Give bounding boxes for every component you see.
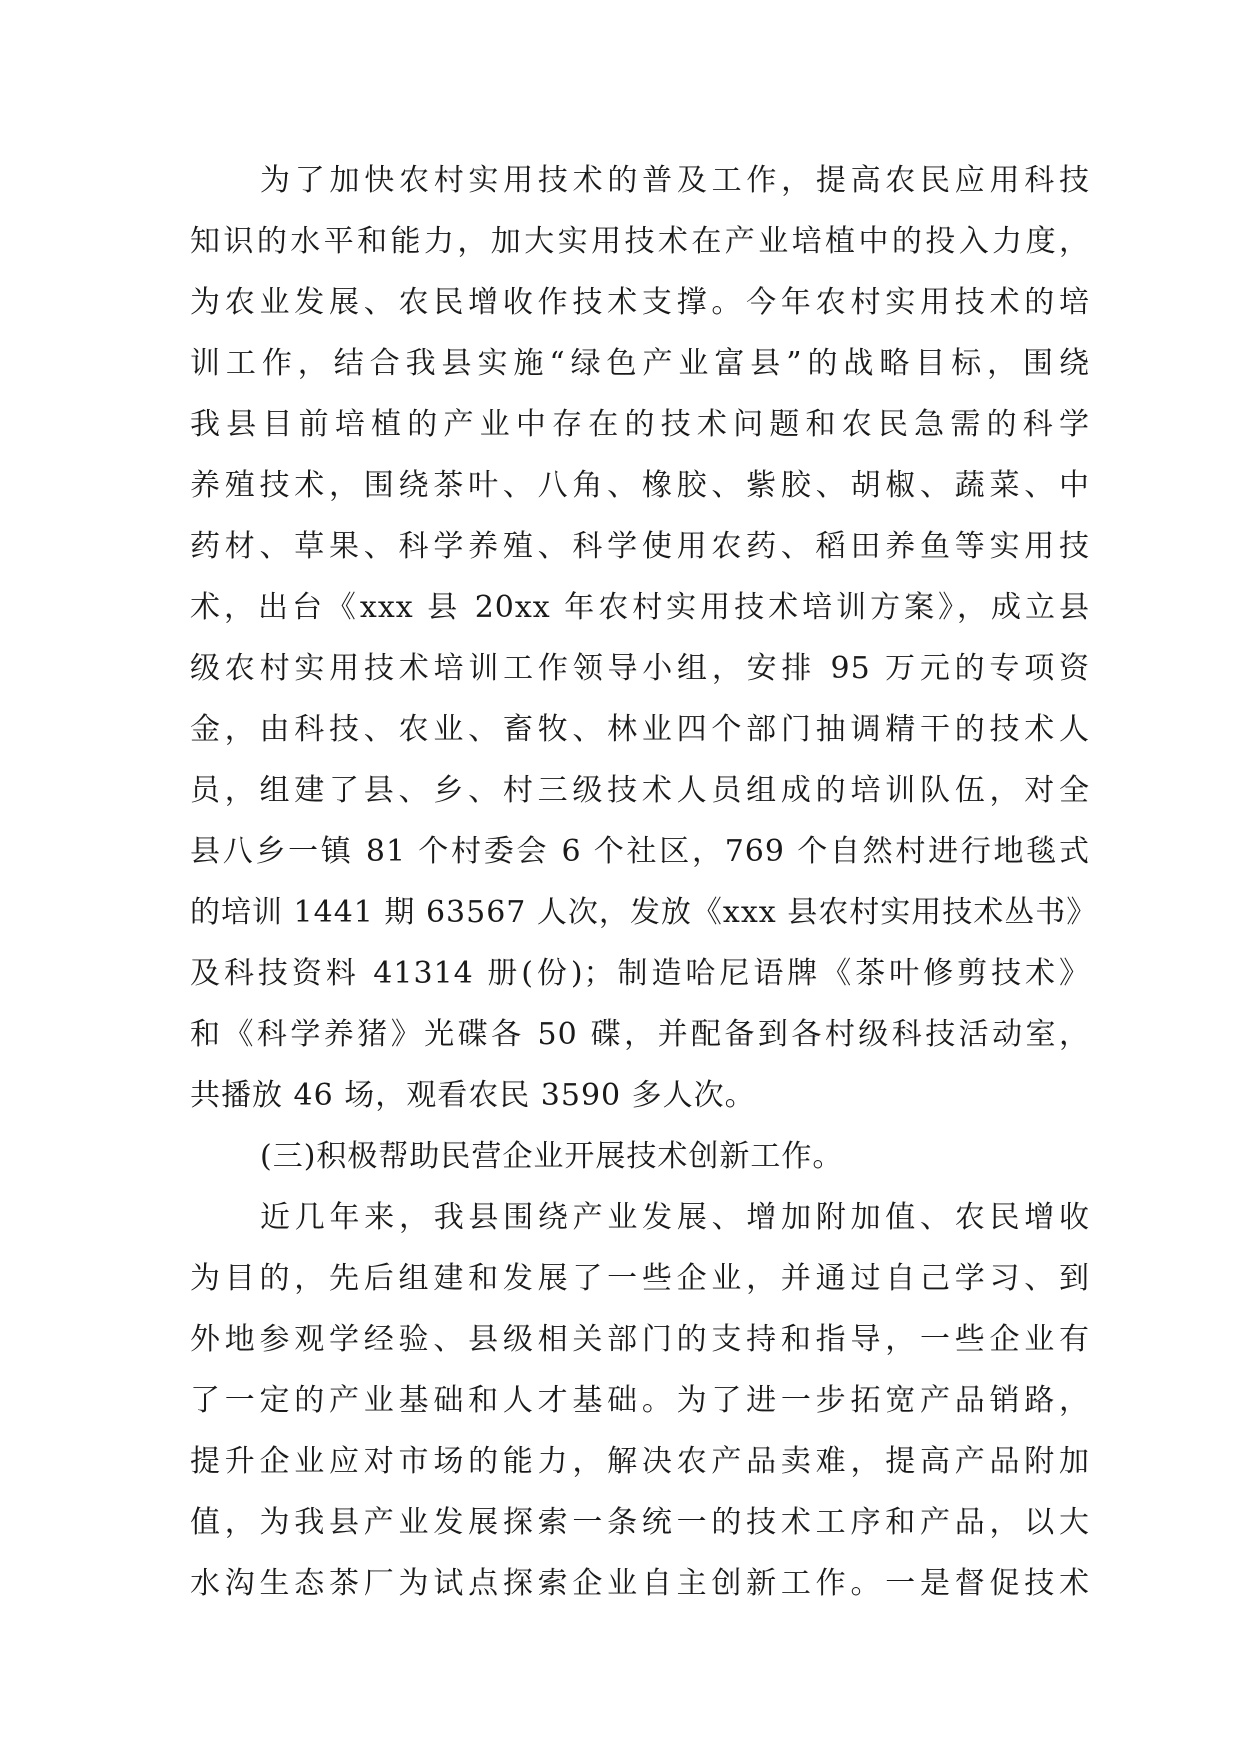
text-line: 药材、草果、科学养殖、科学使用农药、稻田养鱼等实用技	[190, 529, 1090, 564]
text-line: 级农村实用技术培训工作领导小组，安排 95 万元的专项资	[190, 651, 1090, 686]
text-line: 了一定的产业基础和人才基础。为了进一步拓宽产品销路，	[190, 1383, 1090, 1418]
text-line: 水沟生态茶厂为试点探索企业自主创新工作。一是督促技术	[190, 1566, 1090, 1601]
section-heading: (三)积极帮助民营企业开展技术创新工作。	[260, 1139, 844, 1174]
text-line: 共播放 46 场，观看农民 3590 多人次。	[190, 1078, 756, 1113]
text-line: 我县目前培植的产业中存在的技术问题和农民急需的科学	[190, 407, 1090, 442]
text-line: 和《科学养猪》光碟各 50 碟，并配备到各村级科技活动室，	[190, 1017, 1090, 1052]
text-line: 为目的，先后组建和发展了一些企业，并通过自己学习、到	[190, 1261, 1090, 1296]
text-line: 为农业发展、农民增收作技术支撑。今年农村实用技术的培	[190, 285, 1090, 320]
text-line: 提升企业应对市场的能力，解决农产品卖难，提高产品附加	[190, 1444, 1090, 1479]
text-line: 知识的水平和能力，加大实用技术在产业培植中的投入力度，	[190, 224, 1090, 259]
text-line: 为了加快农村实用技术的普及工作，提高农民应用科技	[260, 163, 1090, 198]
text-line: 养殖技术，围绕茶叶、八角、橡胶、紫胶、胡椒、蔬菜、中	[190, 468, 1090, 503]
text-line: 外地参观学经验、县级相关部门的支持和指导，一些企业有	[190, 1322, 1090, 1357]
text-line: 的培训 1441 期 63567 人次，发放《xxx 县农村实用技术丛书》	[190, 895, 1098, 930]
text-line: 值，为我县产业发展探索一条统一的技术工序和产品，以大	[190, 1505, 1090, 1540]
text-line: 员，组建了县、乡、村三级技术人员组成的培训队伍，对全	[190, 773, 1090, 808]
document-body	[190, 160, 1098, 1624]
text-line: 训工作，结合我县实施“绿色产业富县”的战略目标，围绕	[190, 346, 1090, 381]
text-line: 术，出台《xxx 县 20xx 年农村实用技术培训方案》，成立县	[190, 590, 1090, 625]
text-line: 金，由科技、农业、畜牧、林业四个部门抽调精干的技术人	[190, 712, 1090, 747]
text-line: 及科技资料 41314 册(份)；制造哈尼语牌《茶叶修剪技术》	[190, 956, 1090, 991]
text-line: 县八乡一镇 81 个村委会 6 个社区，769 个自然村进行地毯式	[190, 834, 1090, 869]
text-line: 近几年来，我县围绕产业发展、增加附加值、农民增收	[260, 1200, 1090, 1235]
